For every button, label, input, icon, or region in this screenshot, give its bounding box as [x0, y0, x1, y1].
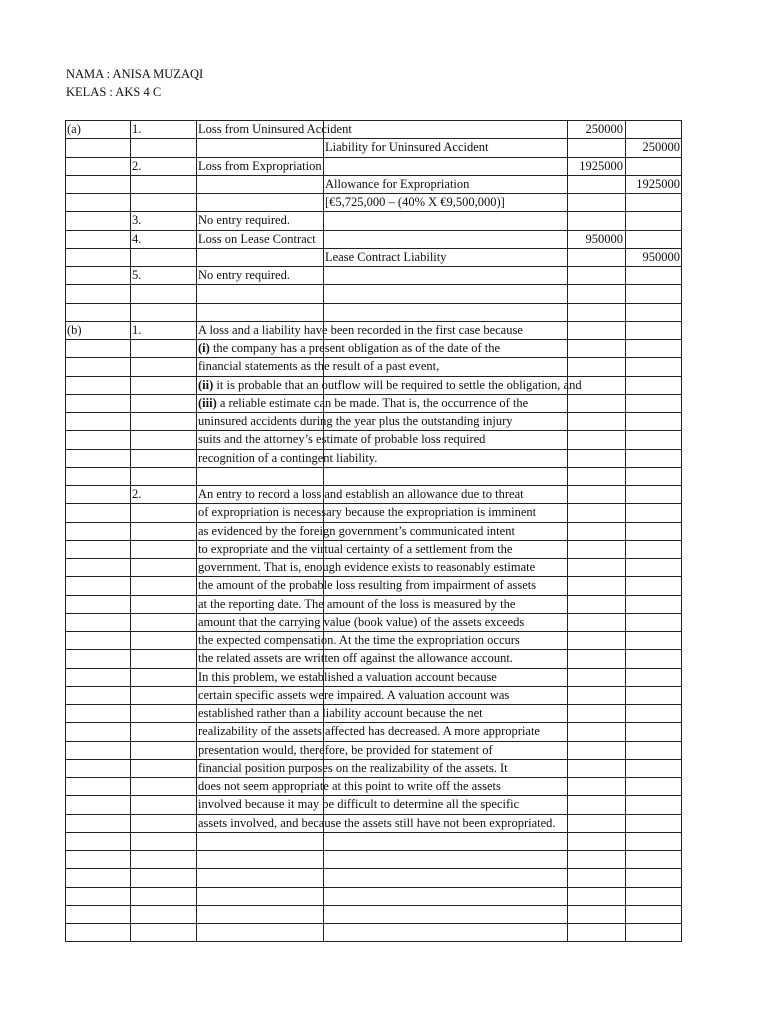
description-span: established rather than a liability account because the net	[198, 706, 483, 720]
description-span: realizability of the assets affected has decreased. A more appropriate	[198, 724, 540, 739]
description-text	[198, 321, 523, 339]
description-text	[198, 558, 535, 576]
description-text	[198, 759, 508, 777]
description-text	[198, 211, 290, 229]
part-label: (b)	[67, 322, 82, 337]
description-text	[198, 394, 528, 412]
description-span: No entry required.	[198, 268, 290, 282]
description-text	[198, 266, 290, 284]
description-text	[198, 631, 520, 649]
row-rule	[65, 284, 682, 285]
description-span: presentation would, therefore, be provided for statement of	[198, 742, 493, 757]
description-span: the related assets are written off against the allowance account.	[198, 651, 513, 666]
description-text	[198, 777, 501, 795]
description-span: the amount of the probable loss resulting from impairment of assets	[198, 578, 537, 593]
description-text	[198, 704, 483, 722]
description-text	[198, 814, 556, 832]
item-number: 2.	[132, 487, 142, 501]
description-span: No entry required.	[198, 213, 290, 228]
description-span: at the reporting date. The amount of the loss is measured by the	[198, 596, 516, 611]
column-rule	[65, 120, 66, 941]
description-text	[198, 485, 524, 503]
item-number: 1.	[132, 322, 142, 337]
column-rule	[130, 120, 131, 941]
description-text	[198, 741, 493, 759]
description-span: recognition of a contingent liability.	[198, 450, 378, 465]
description-text	[198, 120, 352, 138]
description-span: certain specific assets were impaired. A valuation account was	[198, 687, 510, 702]
row-rule	[65, 303, 682, 304]
description-span: involved because it may be difficult to determine all the specific	[198, 797, 520, 812]
description-text	[198, 357, 439, 375]
student-class: KELAS : AKS 4 C	[66, 85, 162, 99]
description-span: assets involved, and because the assets still have not been expropriated.	[198, 815, 556, 830]
description-text	[198, 668, 497, 686]
debit-amount: 1925000	[579, 158, 623, 173]
description-span: to expropriate and the virtual certainty of a settlement from the	[198, 541, 513, 556]
description-text	[198, 503, 536, 521]
row-rule	[65, 850, 682, 851]
point-marker: (i)	[198, 341, 210, 355]
credit-amount: 250000	[642, 140, 680, 155]
item-number: 5.	[132, 268, 142, 282]
description-span: a reliable estimate can be made. That is, the occurrence of the	[216, 395, 529, 410]
item-number: 4.	[132, 231, 142, 246]
description-span: of expropriation is necessary because the expropriation is imminent	[198, 505, 537, 520]
description-span: uninsured accidents during the year plus the outstanding injury	[198, 414, 513, 428]
description-span: government. That is, enough evidence exists to reasonably estimate	[198, 560, 536, 574]
description-text	[198, 649, 513, 667]
debit-amount: 250000	[585, 122, 623, 136]
credit-account: Lease Contract Liability	[325, 249, 447, 264]
description-text	[198, 230, 316, 248]
description-span: as evidenced by the foreign government’s communicated intent	[198, 523, 515, 538]
description-span: In this problem, we established a valuation account because	[198, 669, 497, 684]
description-text	[198, 376, 582, 394]
description-text	[198, 412, 513, 430]
row-rule	[65, 941, 682, 942]
row-rule	[65, 887, 682, 888]
description-span: Loss from Uninsured Accident	[198, 122, 352, 136]
description-span: amount that the carrying value (book value) of the assets exceeds	[198, 614, 525, 629]
debit-amount: 950000	[585, 231, 623, 246]
row-rule	[65, 868, 682, 869]
description-span: Loss on Lease Contract	[198, 231, 316, 246]
description-text	[198, 339, 500, 357]
description-span: Loss from Expropriation	[198, 158, 322, 173]
part-label: (a)	[67, 122, 81, 136]
column-rule	[681, 120, 682, 941]
description-span: the expected compensation. At the time the expropriation occurs	[198, 633, 520, 647]
item-number: 2.	[132, 158, 142, 173]
description-text	[198, 686, 509, 704]
credit-amount: 950000	[642, 249, 680, 264]
credit-account: [€5,725,000 – (40% X €9,500,000)]	[325, 195, 505, 209]
row-rule	[65, 923, 682, 924]
description-span: A loss and a liability have been recorded in the first case because	[198, 322, 523, 337]
point-marker: (ii)	[198, 377, 214, 392]
description-text	[198, 595, 515, 613]
description-span: An entry to record a loss and establish an allowance due to threat	[198, 487, 524, 501]
credit-account: Liability for Uninsured Accident	[325, 140, 489, 155]
credit-account: Allowance for Expropriation	[325, 176, 470, 191]
description-span: does not seem appropriate at this point to write off the assets	[198, 779, 501, 793]
credit-amount: 1925000	[636, 176, 680, 191]
description-text	[198, 430, 485, 448]
row-rule	[65, 266, 682, 267]
description-text	[198, 449, 377, 467]
description-text	[198, 522, 515, 540]
description-text	[198, 722, 540, 740]
student-name: NAMA : ANISA MUZAQI	[66, 67, 204, 81]
point-marker: (iii)	[198, 395, 217, 410]
description-text	[198, 576, 536, 594]
column-rule	[625, 120, 626, 941]
description-text	[198, 540, 512, 558]
description-text	[198, 613, 524, 631]
row-rule	[65, 832, 682, 833]
item-number: 3.	[132, 213, 142, 228]
row-rule	[65, 467, 682, 468]
description-span: suits and the attorney’s estimate of probable loss required	[198, 432, 486, 447]
row-rule	[65, 211, 682, 212]
description-text	[198, 157, 322, 175]
item-number: 1.	[132, 122, 142, 136]
description-span: financial statements as the result of a past event,	[198, 359, 440, 374]
description-text	[198, 795, 519, 813]
row-rule	[65, 905, 682, 906]
description-span: it is probable that an outflow will be required to settle the obligation, and	[213, 377, 582, 392]
description-span: the company has a present obligation as of the date of the	[209, 341, 500, 355]
description-span: financial position purposes on the realizability of the assets. It	[198, 760, 508, 775]
column-rule	[196, 120, 197, 941]
